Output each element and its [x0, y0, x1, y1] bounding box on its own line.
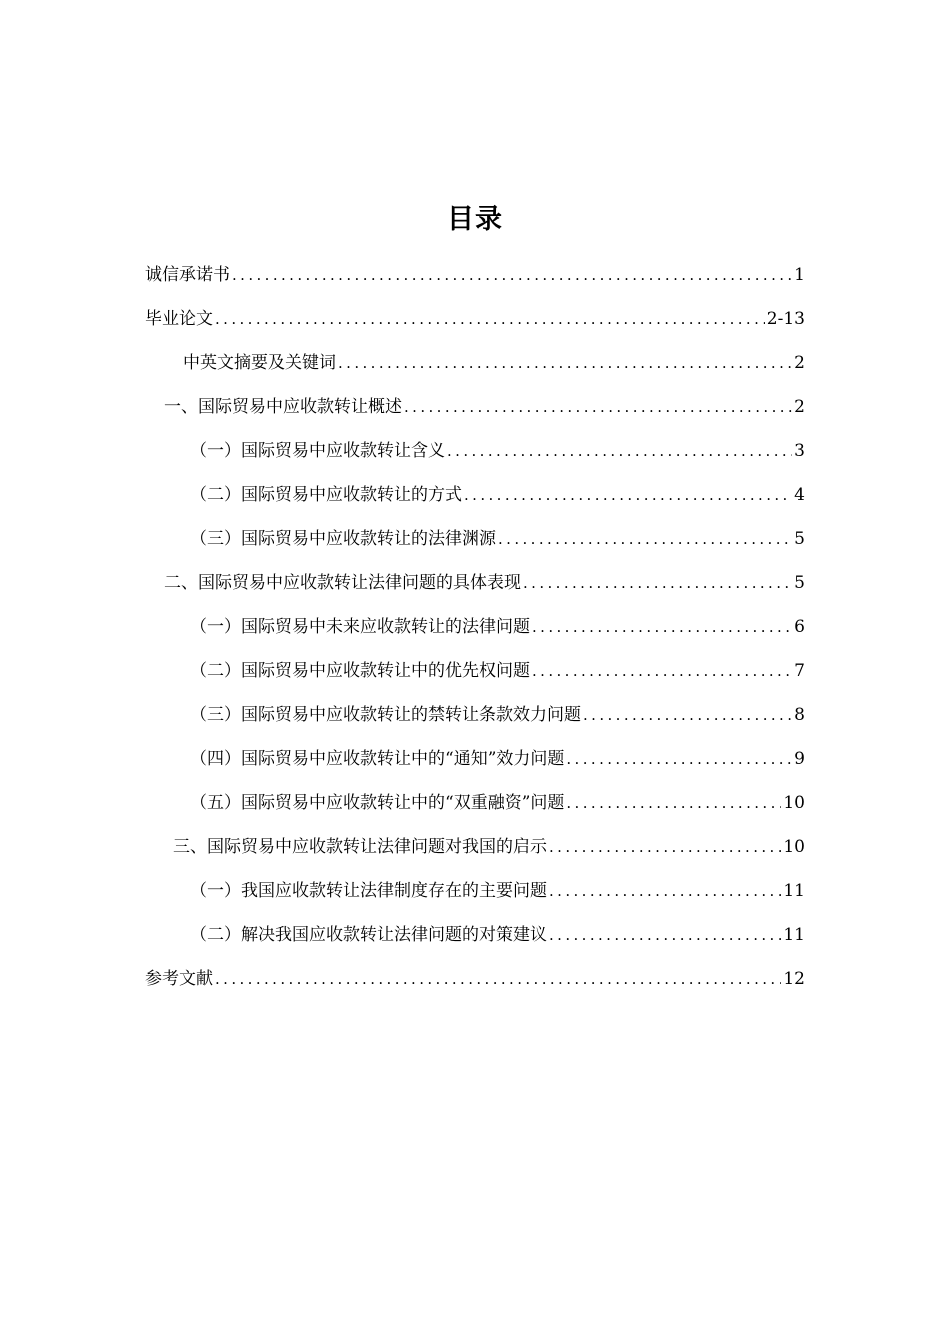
- toc-page-number: 2-13: [766, 309, 805, 329]
- toc-title: 目录: [447, 204, 503, 235]
- toc-entry-text: （三）国际贸易中应收款转让的禁转让条款效力问题: [190, 705, 581, 725]
- toc-entry-text: 三、国际贸易中应收款转让法律问题对我国的启示: [173, 837, 547, 857]
- toc-leader-dots: [232, 260, 792, 290]
- toc-entry-text: （一）国际贸易中未来应收款转让的法律问题: [190, 617, 530, 637]
- toc-entry-text: 毕业论文: [145, 309, 213, 329]
- toc-entry[interactable]: [190, 480, 805, 510]
- toc-entry[interactable]: [190, 524, 805, 554]
- toc-page-number: 5: [794, 529, 805, 549]
- toc-leader-dots: [215, 304, 765, 334]
- toc-page-number: 11: [783, 881, 805, 901]
- toc-entry-text: 一、国际贸易中应收款转让概述: [164, 397, 402, 417]
- toc-entry[interactable]: [145, 964, 805, 994]
- toc-entry-text: （二）国际贸易中应收款转让中的优先权问题: [190, 661, 530, 681]
- toc-leader-dots: [215, 964, 781, 994]
- toc-leader-dots: [532, 656, 792, 686]
- toc-leader-dots: [549, 876, 781, 906]
- toc-entry[interactable]: [190, 436, 805, 466]
- toc-entry[interactable]: [190, 920, 805, 950]
- toc-entry-text: 诚信承诺书: [145, 265, 230, 285]
- toc-leader-dots: [498, 524, 792, 554]
- toc-entry[interactable]: [145, 260, 805, 290]
- toc-page-number: 1: [794, 265, 805, 285]
- toc-entry-text: 中英文摘要及关键词: [183, 353, 336, 373]
- toc-page-number: 2: [794, 397, 805, 417]
- toc-entry-text: （一）国际贸易中应收款转让含义: [190, 441, 445, 461]
- toc-page-number: 8: [794, 705, 805, 725]
- toc-entry[interactable]: [145, 304, 805, 334]
- toc-page-number: 10: [783, 837, 805, 857]
- toc-entry-text: （二）国际贸易中应收款转让的方式: [190, 485, 462, 505]
- toc-leader-dots: [566, 744, 792, 774]
- toc-entry[interactable]: [190, 700, 805, 730]
- toc-entry-text: （三）国际贸易中应收款转让的法律渊源: [190, 529, 496, 549]
- toc-page-number: 11: [783, 925, 805, 945]
- toc-page-number: 2: [794, 353, 805, 373]
- toc-entry-text: （四）国际贸易中应收款转让中的“通知”效力问题: [190, 749, 565, 769]
- toc-entry[interactable]: [190, 612, 805, 642]
- toc-entry-text: 二、国际贸易中应收款转让法律问题的具体表现: [164, 573, 521, 593]
- toc-entry[interactable]: [190, 876, 805, 906]
- toc-page-number: 6: [794, 617, 805, 637]
- toc-leader-dots: [566, 788, 781, 818]
- toc-leader-dots: [532, 612, 792, 642]
- toc-entry[interactable]: [164, 568, 805, 598]
- toc-entry[interactable]: [173, 832, 805, 862]
- toc-leader-dots: [583, 700, 792, 730]
- toc-entry-text: （二）解决我国应收款转让法律问题的对策建议: [190, 925, 547, 945]
- toc-entry[interactable]: [183, 348, 805, 378]
- toc-entry[interactable]: [190, 656, 805, 686]
- toc-page-number: 3: [794, 441, 805, 461]
- toc-entry-text: 参考文献: [145, 969, 213, 989]
- toc-entry[interactable]: [190, 788, 805, 818]
- toc-entry-text: （一）我国应收款转让法律制度存在的主要问题: [190, 881, 547, 901]
- toc-page-number: 10: [783, 793, 805, 813]
- toc-entry[interactable]: [190, 744, 805, 774]
- toc-page-number: 9: [794, 749, 805, 769]
- toc-leader-dots: [549, 920, 781, 950]
- toc-leader-dots: [464, 480, 792, 510]
- toc-page-number: 7: [794, 661, 805, 681]
- toc-page-number: 12: [783, 969, 805, 989]
- toc-leader-dots: [404, 392, 792, 422]
- toc-leader-dots: [338, 348, 792, 378]
- toc-entry-text: （五）国际贸易中应收款转让中的“双重融资”问题: [190, 793, 565, 813]
- toc-entry[interactable]: [164, 392, 805, 422]
- toc-leader-dots: [549, 832, 781, 862]
- toc-leader-dots: [447, 436, 792, 466]
- toc-page-number: 4: [794, 485, 805, 505]
- toc-leader-dots: [523, 568, 792, 598]
- toc-page-number: 5: [794, 573, 805, 593]
